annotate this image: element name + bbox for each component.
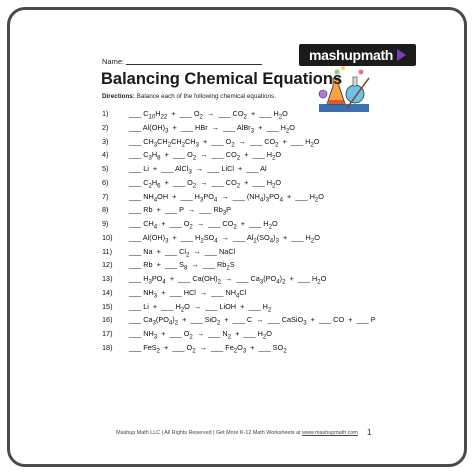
equation-text: ___ $NH_4OH$ + ___ $H_3PO_4$ → ___ $(NH_4)_3PO_4$ + ___ $H_2O$ xyxy=(129,191,324,203)
footer-link[interactable]: www.mashupmath.com xyxy=(302,430,358,436)
equation-text: ___ $Al(OH)_3$ + ___ HBr → ___ AlBr$_3$ + ___ $H_2O$ xyxy=(129,122,295,135)
equation-number: 13) xyxy=(102,274,113,283)
equation-row xyxy=(102,137,319,148)
equation-row xyxy=(102,247,235,258)
equation-row xyxy=(102,288,246,299)
equation-number: 2) xyxy=(102,122,109,132)
equation-number: 16) xyxy=(102,315,113,325)
equation-text: ___ Rb + ___ $S_8$ → ___ $Rb_2S$ xyxy=(129,260,235,272)
equation-number: 6) xyxy=(102,177,109,187)
equation-row xyxy=(102,233,320,244)
equation-row xyxy=(102,329,272,340)
play-arrow-icon xyxy=(397,49,406,61)
footer xyxy=(0,430,474,436)
equation-text: ___ $Ca_3(PO_4)_2$ + ___ SiO$_2$ + ___ C → ___ CaSiO$_3$ + ___ CO + ___ P xyxy=(129,315,376,327)
page-number: 1 xyxy=(367,428,372,437)
equation-text: ___ Li + ___ $H_2O$ → ___ LiOH + ___ $H_2$ xyxy=(129,301,272,313)
directions-label: Directions: xyxy=(102,93,135,100)
equation-text: ___ $NH_3$ + ___ HCl → ___ $NH_4Cl$ xyxy=(129,287,247,300)
equation-row xyxy=(102,164,267,175)
equation-number: 11) xyxy=(102,246,113,256)
equation-text: ___ Na + ___ $Cl_2$ → ___ NaCl xyxy=(129,246,236,258)
equation-text: ___ $C_{10}H_{22}$ + ___ $O_2$ → ___ $CO_2$ + ___ $H_2O$ xyxy=(129,109,288,121)
equation-text: ___ FeS$_2$ + ___ $O_2$ → ___ $Fe_2O_3$ + ___ $SO_2$ xyxy=(129,342,287,355)
directions-text: Balance each of the following chemical equations. xyxy=(134,93,276,100)
equation-row xyxy=(102,178,281,189)
equation-text: ___ $CH_4$ + ___ $O_2$ → ___ $CO_2$ + ___ $H_2O$ xyxy=(129,219,278,231)
equation-text: ___ $H_3PO_4$ + ___ $Ca(OH)_2$ → ___ $Ca_3(PO_4)_2$ + ___ $H_2O$ xyxy=(129,274,327,286)
equation-text: ___ $NH_3$ + ___ $O_2$ → ___ $N_2$ + ___ $H_2O$ xyxy=(129,329,272,341)
equation-row xyxy=(102,123,295,134)
equation-text: ___ $CH_3CH_2CH_2CH_3$ + ___ $O_2$ → ___ $CO_2$ + ___ $H_2O$ xyxy=(129,136,320,148)
equation-row xyxy=(102,219,278,230)
equation-row xyxy=(102,150,281,161)
equation-number: 5) xyxy=(102,164,109,173)
equation-number: 12) xyxy=(102,260,113,270)
equation-number: 1) xyxy=(102,109,109,118)
equation-text: ___ $C_2H_6$ + ___ $O_2$ → ___ $CO_2$ + ___ $H_2O$ xyxy=(129,177,282,190)
equation-number: 3) xyxy=(102,136,109,146)
equation-text: ___ $Al(OH)_3$ + ___ $H_2SO_4$ → ___ $Al_2(SO_4)_3$ + ___ $H_2O$ xyxy=(129,232,320,245)
equation-row xyxy=(102,260,235,271)
footer-text: Mashup Math LLC | All Rights Reserved | Get More K-12 Math Worksheets at xyxy=(116,430,303,436)
equation-number: 17) xyxy=(102,329,113,338)
equation-number: 8) xyxy=(102,205,109,215)
mashupmath-logo xyxy=(299,44,416,66)
directions xyxy=(102,93,276,100)
equation-row xyxy=(102,302,271,313)
name-label: Name: xyxy=(102,57,125,66)
equation-row xyxy=(102,274,326,285)
equation-text: ___ Li + ___ AlCl$_3$ → ___ LiCl + ___ Al xyxy=(129,164,267,176)
logo-text: mashupmath xyxy=(308,47,394,63)
equation-number: 10) xyxy=(102,232,113,242)
name-field[interactable] xyxy=(126,64,262,65)
equation-number: 9) xyxy=(102,219,109,228)
equation-number: 18) xyxy=(102,342,113,352)
equation-row xyxy=(102,205,231,216)
equation-row xyxy=(102,109,288,120)
equation-text: ___ $C_3H_8$ + ___ $O_2$ → ___ $CO_2$ + ___ $H_2O$ xyxy=(129,150,282,162)
equation-number: 7) xyxy=(102,191,109,201)
page-title: Balancing Chemical Equations xyxy=(101,70,343,88)
equation-row xyxy=(102,343,287,354)
equation-number: 15) xyxy=(102,301,113,311)
equation-row xyxy=(102,315,376,326)
equation-number: 14) xyxy=(102,287,113,297)
equation-text: ___ Rb + ___ P → ___ $Rb_3P$ xyxy=(129,205,232,217)
equation-row xyxy=(102,192,324,203)
equation-number: 4) xyxy=(102,150,109,160)
